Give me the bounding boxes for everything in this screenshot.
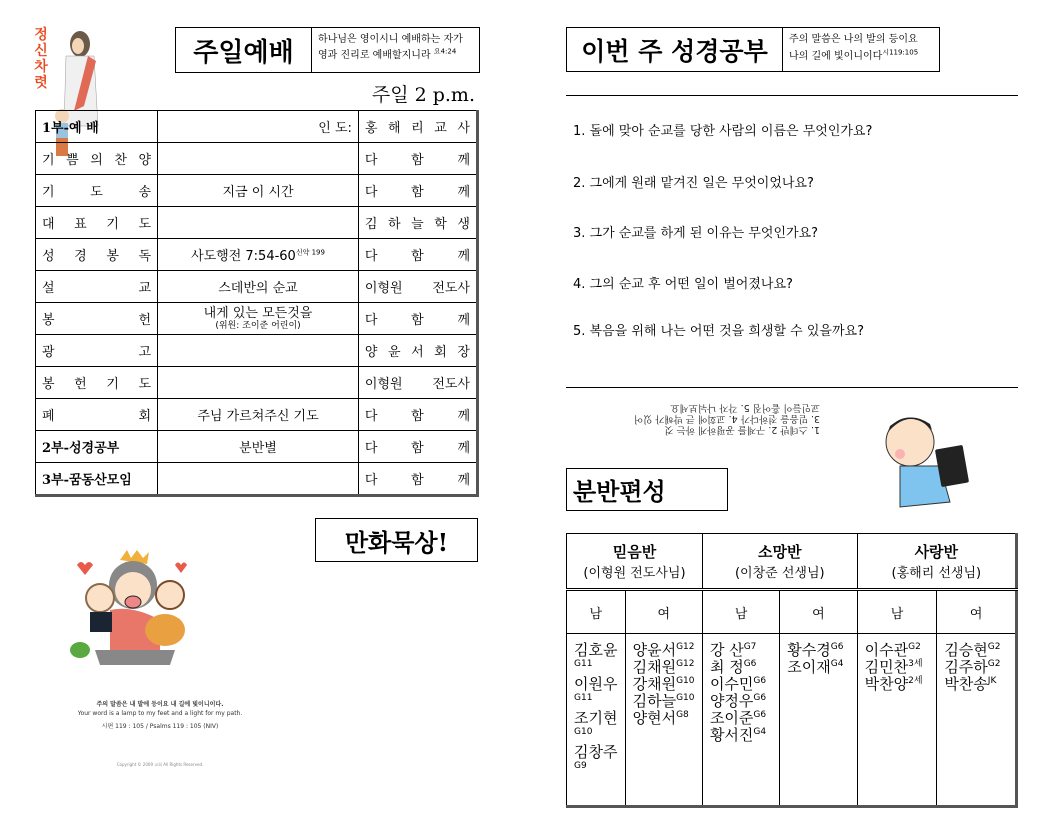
order-item: 광 고 (36, 335, 158, 367)
male-label: 남 (857, 590, 937, 634)
order-item: 폐 회 (36, 399, 158, 431)
class-assignment-title: 분반편성 (566, 468, 728, 511)
answers-upside-down (580, 402, 820, 435)
female-label: 여 (780, 590, 857, 634)
student-grade: G8 (676, 710, 689, 720)
order-content: 지금 이 시간 (158, 175, 359, 207)
student-name: 이수민$^{G6}$ (709, 675, 767, 693)
offering-song: 내게 있는 모든것을 (203, 305, 313, 321)
order-content (158, 207, 359, 239)
student-grade: G10 (676, 676, 695, 686)
student-grade: G2 (987, 659, 1001, 669)
student-name: 박찬송$^{JK}$ (944, 675, 997, 693)
student-name: 김주하$^{G2}$ (944, 658, 1001, 676)
order-leader: 다 함 께 (358, 175, 477, 207)
class-header (702, 534, 857, 590)
table-row (36, 399, 478, 431)
bible-study-verse (783, 28, 939, 71)
table-row (36, 239, 478, 271)
question-1: 1. 돌에 맞아 순교를 당한 사람의 이름은 무엇인가요? (573, 124, 873, 139)
order-content: 인 도: (158, 111, 359, 143)
male-label: 남 (567, 590, 626, 634)
female-label: 여 (625, 590, 702, 634)
table-row (36, 431, 478, 463)
student-name: 김창주$^{G9}$ (574, 743, 618, 771)
student-name: 최 정$^{G6}$ (709, 658, 757, 676)
table-row (567, 590, 1017, 634)
student-grade: 2세 (908, 676, 923, 686)
order-content (158, 367, 359, 399)
class-name: 소망반 (758, 543, 802, 561)
table-row (36, 303, 478, 335)
student-grade: G11 (574, 659, 593, 669)
student-list (567, 634, 626, 807)
question-3: 3. 그가 순교를 하게 된 이유는 무엇인가요? (573, 226, 819, 241)
order-item: 성 경 봉 독 (36, 239, 158, 271)
student-list (702, 634, 779, 807)
order-leader: 다 함 께 (358, 143, 477, 175)
cartoon-caption (70, 700, 250, 731)
verse-line-2: 나의 길에 빛이니이다 (789, 51, 883, 62)
caption-reference: 시편 119 : 105 / Psalms 119 : 105 (NIV) (101, 723, 219, 730)
student-list (857, 634, 937, 807)
student-list (780, 634, 857, 807)
table-row (567, 634, 1017, 807)
student-grade: G6 (753, 693, 767, 703)
student-grade: G4 (753, 727, 767, 737)
worship-order-table (35, 110, 479, 497)
student-list (625, 634, 702, 807)
order-leader: 이형원 전도사 (358, 271, 477, 303)
divider-bottom (566, 387, 1018, 388)
table-row (36, 207, 478, 239)
cartoon-meditation-title: 만화묵상! (315, 518, 478, 562)
verse-ref: 시119:105 (882, 48, 919, 57)
scripture-page: 신약 199 (295, 248, 325, 257)
student-name: 황서진$^{G4}$ (709, 726, 767, 744)
student-name: 강채원$^{G10}$ (632, 675, 695, 693)
order-item: 봉 헌 기 도 (36, 367, 158, 399)
table-row (36, 175, 478, 207)
student-name: 황수경$^{G6}$ (787, 641, 844, 659)
caption-english: Your word is a lamp to my feet and a light for my path. (77, 710, 243, 717)
scripture-ref: 사도행전 7:54-60 (191, 249, 296, 264)
order-leader: 이형원 전도사 (358, 367, 477, 399)
student-grade: G10 (574, 727, 593, 737)
order-leader: 양 윤 서 회 장 (358, 335, 477, 367)
student-grade: 3세 (908, 659, 923, 669)
student-name: 양윤서$^{G12}$ (632, 641, 695, 659)
student-name: 조이준$^{G6}$ (709, 709, 767, 727)
student-list (937, 634, 1017, 807)
student-name: 양정우$^{G6}$ (709, 692, 767, 710)
female-label: 여 (937, 590, 1017, 634)
question-5: 5. 복음을 위해 나는 어떤 것을 희생할 수 있을까요? (573, 324, 864, 339)
student-name: 박찬양$^{2세}$ (864, 675, 923, 693)
student-name: 조기현$^{G10}$ (574, 709, 618, 737)
order-item: 설 교 (36, 271, 158, 303)
table-row (36, 463, 478, 496)
student-grade: G10 (676, 693, 695, 703)
class-teacher: (홍해리 선생님) (891, 566, 982, 581)
order-item: 1부-예 배 (36, 111, 158, 143)
order-leader: 다 함 께 (358, 431, 477, 463)
bible-study-title-box (566, 27, 940, 72)
table-row (36, 367, 478, 399)
class-name: 사랑반 (914, 543, 959, 561)
table-row (36, 271, 478, 303)
student-grade: G9 (574, 761, 587, 771)
order-content (158, 143, 359, 175)
answer-line: 1. 스데반 2. 구제를 공평하게 하는 것 (664, 424, 820, 435)
divider-top (566, 95, 1018, 96)
worship-title-box (175, 27, 480, 73)
student-grade: G4 (830, 659, 844, 669)
student-grade: G2 (987, 642, 1001, 652)
bible-study-title: 이번 주 성경공부 (567, 28, 783, 71)
verse-line-1: 주의 말씀은 나의 발의 등이요 (789, 34, 918, 45)
table-row (567, 534, 1017, 590)
order-item: 2부-성경공부 (36, 431, 158, 463)
order-content: 분반별 (158, 431, 359, 463)
order-item: 기 도 송 (36, 175, 158, 207)
question-2: 2. 그에게 원래 맡겨진 일은 무엇이었나요? (573, 176, 814, 191)
order-item: 3부-꿈동산모임 (36, 463, 158, 496)
student-grade: G12 (676, 659, 695, 669)
verse-ref: 요4:24 (433, 47, 457, 56)
student-grade: G11 (574, 693, 593, 703)
class-name: 믿음반 (612, 543, 657, 561)
question-4: 4. 그의 순교 후 어떤 일이 벌어졌나요? (573, 277, 793, 292)
student-name: 김호윤$^{G11}$ (574, 641, 618, 669)
student-name: 김승현$^{G2}$ (944, 641, 1001, 659)
answer-line: 교인들이 흩어짐 5. 각자 나눠보세요 (670, 402, 820, 413)
student-grade: G6 (753, 710, 767, 720)
student-grade: G2 (908, 642, 921, 652)
copyright-text: Copyright © 2009 교회 All Rights Reserved. (116, 762, 204, 767)
worship-title: 주일예배 (176, 28, 312, 72)
student-grade: G7 (743, 642, 757, 652)
order-content: 스데반의 순교 (158, 271, 359, 303)
table-row (36, 143, 478, 175)
student-name: 이원우$^{G11}$ (574, 675, 618, 703)
table-row (36, 335, 478, 367)
class-header (857, 534, 1016, 590)
class-teacher: (이형원 전도사님) (583, 566, 686, 581)
student-name: 김민찬$^{3세}$ (864, 658, 923, 676)
student-name: 강 산$^{G7}$ (709, 641, 757, 659)
student-name: 김채원$^{G12}$ (632, 658, 695, 676)
verse-line-2: 영과 진리로 예배할지니라 (318, 50, 431, 61)
answer-line: 3. 믿음을 전하다가 4. 교회에 큰 박해가 있어 (633, 413, 820, 424)
student-grade: JK (987, 676, 997, 686)
verse-line-1: 하나님은 영이시니 예배하는 자가 (318, 34, 463, 45)
order-content (158, 303, 359, 335)
service-time: 주일 2 p.m. (371, 84, 475, 106)
class-teacher: (이창준 선생님) (734, 566, 825, 581)
order-leader: 다 함 께 (358, 463, 477, 496)
jesus-children-cartoon (65, 550, 200, 675)
male-label: 남 (702, 590, 779, 634)
order-item: 봉 헌 (36, 303, 158, 335)
order-leader: 홍 해 리 교 사 (358, 111, 477, 143)
class-assignment-table (566, 533, 1018, 808)
boy-reading-bible-illustration (870, 402, 980, 512)
student-name: 조이재$^{G4}$ (787, 658, 844, 676)
class-header (567, 534, 703, 590)
order-leader: 김 하 늘 학 생 (358, 207, 477, 239)
order-item: 기 쁨 의 찬 양 (36, 143, 158, 175)
order-leader: 다 함 께 (358, 239, 477, 271)
order-content (158, 335, 359, 367)
student-name: 이수관$^{G2}$ (864, 641, 921, 659)
vertical-title: 정신차렷 (34, 27, 48, 91)
order-content (158, 239, 359, 271)
student-name: 김하늘$^{G10}$ (632, 692, 695, 710)
student-name: 양현서$^{G8}$ (632, 709, 689, 727)
student-grade: G6 (743, 659, 757, 669)
caption-korean: 주의 말씀은 내 발에 등이요 내 길에 빛이니이다. (96, 701, 224, 708)
student-grade: G6 (753, 676, 767, 686)
offering-committee: (위원: 조이준 어린이) (215, 320, 301, 331)
student-grade: G12 (676, 642, 695, 652)
worship-verse (312, 28, 479, 72)
order-leader: 다 함 께 (358, 399, 477, 431)
order-content (158, 463, 359, 496)
order-content: 주님 가르쳐주신 기도 (158, 399, 359, 431)
student-grade: G6 (830, 642, 844, 652)
table-row (36, 111, 478, 143)
order-item: 대 표 기 도 (36, 207, 158, 239)
order-leader: 다 함 께 (358, 303, 477, 335)
